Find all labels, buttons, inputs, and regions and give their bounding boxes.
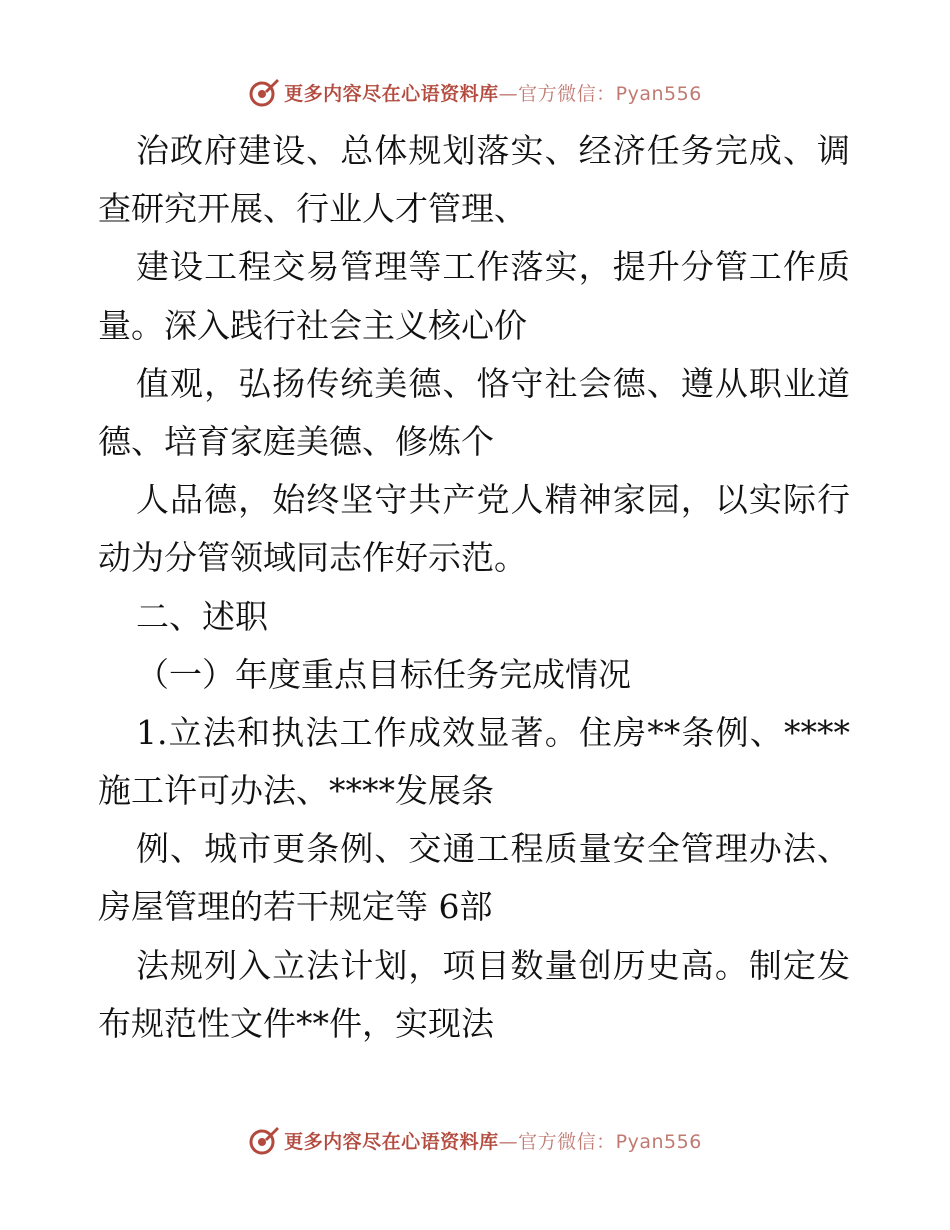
body-line-12: 施工许可办法、****发展条 [98, 771, 494, 811]
subsection-heading: （一）年度重点目标任务完成情况 [136, 654, 631, 694]
body-line-15: 法规列入立法计划，项目数量创历史高。制定发 [136, 945, 850, 985]
body-line-4: 量。深入践行社会主义核心价 [98, 305, 527, 345]
pen-nib-logo-icon [248, 76, 280, 108]
body-line-13: 例、城市更条例、交通工程质量安全管理办法、 [136, 829, 850, 869]
body-line-14: 房屋管理的若干规定等 6部 [98, 887, 493, 927]
body-line-2: 查研究开展、行业人才管理、 [98, 189, 527, 229]
header-banner-title: 更多内容尽在心语资料库 [284, 82, 499, 105]
body-line-1: 治政府建设、总体规划落实、经济任务完成、调 [136, 131, 850, 170]
body-line-16: 布规范性文件**件，实现法 [98, 1003, 494, 1043]
header-banner [0, 72, 950, 112]
body-line-3: 建设工程交易管理等工作落实，提升分管工作质 [136, 247, 850, 287]
footer-banner-title: 更多内容尽在心语资料库 [284, 1130, 499, 1153]
header-banner-wechat: —官方微信：Pyan556 [498, 82, 702, 105]
section-heading: 二、述职 [136, 596, 268, 636]
footer-banner-wechat: —官方微信：Pyan556 [498, 1130, 702, 1153]
document-body [98, 122, 858, 1053]
body-line-8: 动为分管领域同志作好示范。 [98, 538, 527, 578]
pen-nib-logo-icon [248, 1124, 280, 1156]
body-line-7: 人品德，始终坚守共产党人精神家园，以实际行 [136, 480, 850, 520]
body-line-11: 1.立法和执法工作成效显著。住房**条例、**** [136, 712, 850, 752]
footer-banner [0, 1120, 950, 1160]
body-line-5: 值观，弘扬传统美德、恪守社会德、遵从职业道 [136, 363, 850, 403]
body-line-6: 德、培育家庭美德、修炼个 [98, 421, 494, 461]
